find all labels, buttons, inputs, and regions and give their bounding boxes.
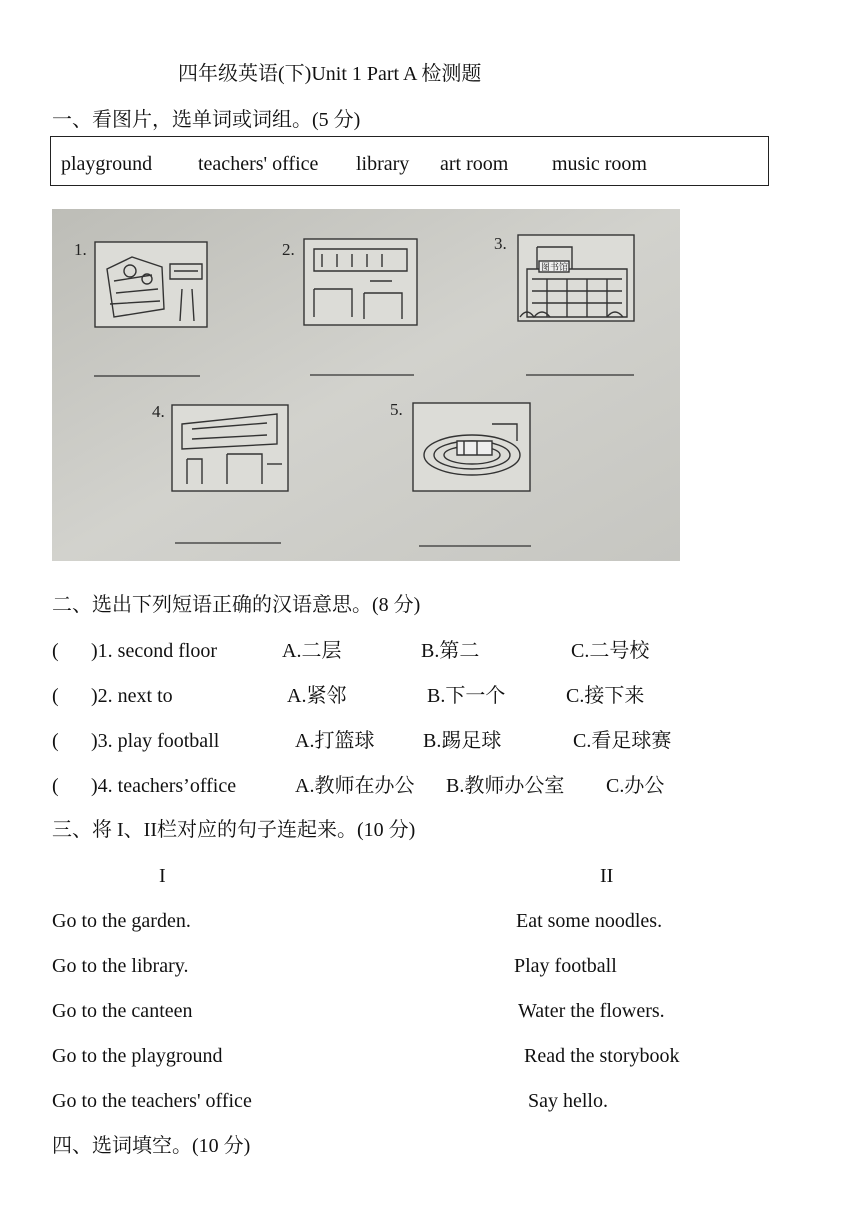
section-1-heading: 一、看图片，选单词或词组。(5 分) [52,109,361,131]
word-bank-item: music room [552,153,647,175]
option-b: B.教师办公室 [446,775,565,797]
option-a: A.打篮球 [295,730,375,752]
option-c: C.办公 [606,775,665,797]
answer-bracket: ( [52,730,59,752]
question-phrase: )4. teachers’office [91,775,237,797]
pictures-photo [52,209,680,561]
word-bank-box [50,136,769,186]
answer-bracket: ( [52,775,59,797]
word-bank-item: teachers' office [198,153,319,175]
section-4-heading: 四、选词填空。(10 分) [52,1135,251,1157]
picture-number: 2. [282,240,295,259]
option-c: C.二号校 [571,640,650,662]
option-c: C.看足球赛 [573,730,672,752]
option-a: A.教师在办公 [295,775,415,797]
option-b: B.下一个 [427,685,506,707]
column-2-sentence: Eat some noodles. [516,910,663,932]
picture-number: 3. [494,234,507,253]
picture-4 [152,402,288,491]
option-a: A.二层 [282,640,342,662]
column-1-sentence: Go to the teachers' office [52,1090,252,1112]
option-b: B.踢足球 [423,730,502,752]
word-bank-item: art room [440,153,509,175]
section-3-heading: 三、将 I、II栏对应的句子连起来。(10 分) [52,819,416,841]
option-c: C.接下来 [566,685,645,707]
column-2-header: II [600,865,614,887]
answer-bracket: ( [52,640,59,662]
column-2-sentence: Say hello. [528,1090,608,1112]
column-2-sentence: Water the flowers. [518,1000,665,1022]
picture-number: 1. [74,240,87,259]
picture-number: 5. [390,400,403,419]
word-bank-item: library [356,153,410,175]
column-1-sentence: Go to the playground [52,1045,223,1067]
word-bank-item: playground [61,153,153,175]
section-2-heading: 二、选出下列短语正确的汉语意思。(8 分) [52,594,421,616]
column-1-sentence: Go to the canteen [52,1000,193,1022]
question-phrase: )3. play football [91,730,220,752]
answer-bracket: ( [52,685,59,707]
column-2-sentence: Read the storybook [524,1045,680,1067]
option-a: A.紧邻 [287,685,347,707]
column-1-header: I [159,865,166,887]
column-1-sentence: Go to the garden. [52,910,191,932]
library-sign: 图书馆 [541,262,569,272]
picture-number: 4. [152,402,165,421]
column-2-sentence: Play football [514,955,617,977]
question-phrase: )2. next to [91,685,173,707]
page-title: 四年级英语(下)Unit 1 Part A 检测题 [178,63,482,85]
question-phrase: )1. second floor [91,640,218,662]
option-b: B.第二 [421,640,480,662]
column-1-sentence: Go to the library. [52,955,189,977]
